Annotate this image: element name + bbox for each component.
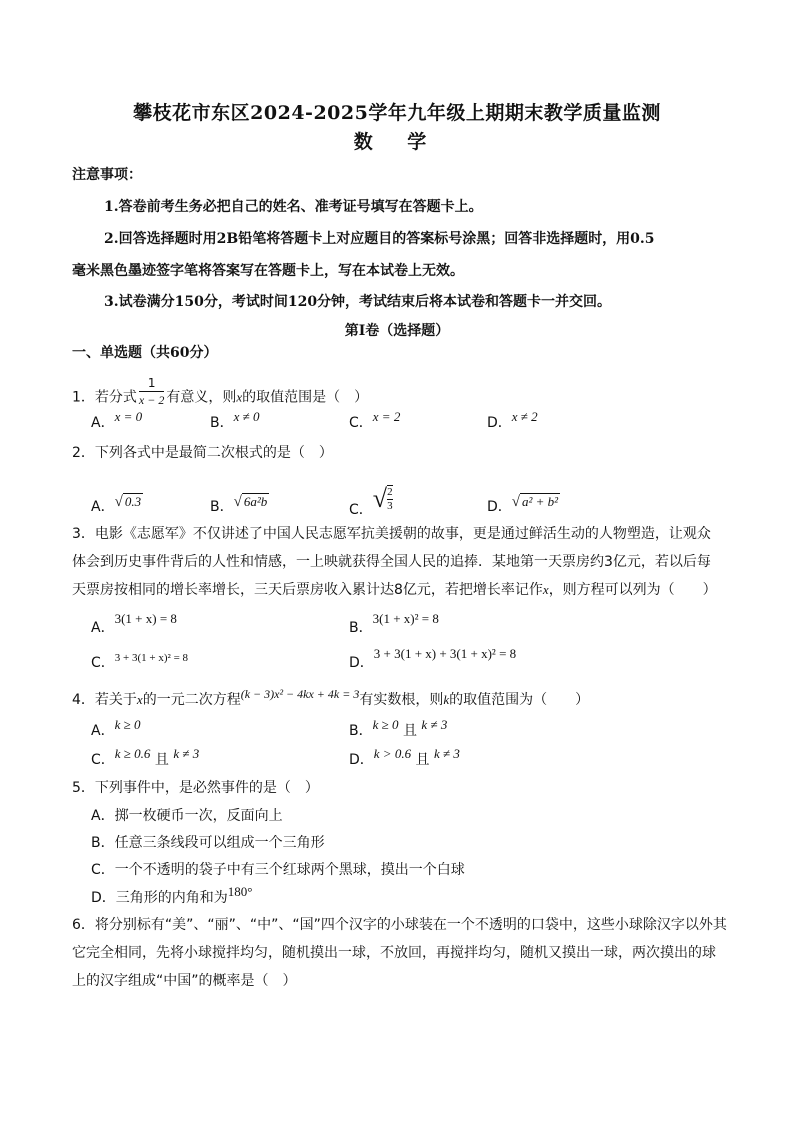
- question-1-option-b: [210, 409, 260, 433]
- option-label: A．: [91, 620, 115, 636]
- question-6-line-2: 它完全相同，先将小球搅拌均匀，随机摸出一球，不放回，再搅拌均匀，随机又摸出一球，两次摸出的球: [72, 945, 716, 961]
- option-label: B．: [210, 415, 234, 431]
- option-value: 3(1 + x) = 8: [114, 611, 177, 626]
- fraction-denominator: x − 2: [138, 393, 165, 407]
- question-4-variable-x: x: [136, 692, 143, 707]
- option-label: D．: [349, 752, 374, 768]
- radical-denominator: 3: [387, 500, 393, 512]
- question-4-text: 的一元二次方程: [142, 692, 241, 708]
- question-3-option-d: [349, 646, 517, 673]
- section-heading: 一、单选题（共60分）: [72, 345, 218, 361]
- option-value: x = 2: [372, 409, 401, 424]
- question-1-fraction: [139, 375, 164, 408]
- radicand: 6a²b: [243, 494, 268, 509]
- question-4-equation: (k − 3)x² − 4kx + 4k = 3: [240, 687, 360, 701]
- question-2-option-c: [349, 484, 393, 525]
- radicand: a² + b²: [522, 494, 559, 509]
- question-4-option-d: [349, 746, 460, 770]
- question-5-option-b: B．任意三条线段可以组成一个三角形: [91, 835, 325, 851]
- radical-expression: √ 6a²b: [233, 494, 268, 510]
- question-6-line-3: 上的汉字组成“中国”的概率是（ ）: [72, 973, 297, 989]
- question-1-option-d: [487, 409, 538, 433]
- question-3-line-1: 3．电影《志愿军》不仅讲述了中国人民志愿军抗美援朝的故事，更是通过鲜活生动的人物塑造，让观众: [72, 526, 711, 542]
- option-joiner: 且: [415, 752, 430, 768]
- option-label: C．: [91, 752, 115, 768]
- question-2-option-b: [210, 494, 269, 517]
- question-4-ending: 的取值范围为（ ）: [449, 692, 590, 708]
- option-text: D．三角形的内角和为: [91, 890, 228, 906]
- notice-item-3: 3.试卷满分150分，考试时间120分钟，考试结束后将本试卷和答题卡一并交回。: [104, 294, 612, 310]
- question-2-option-a: [91, 494, 143, 517]
- radical-fraction: √ $\frac{2}{3}$: [372, 484, 393, 513]
- question-6-line-1: 6．将分别标有“美”、“丽”、“中”、“国”四个汉字的小球装在一个不透明的口袋中，这些小球除汉字以外其: [72, 917, 727, 933]
- question-1-text: 有意义，则: [166, 389, 237, 406]
- fraction-numerator: 1: [139, 375, 164, 392]
- option-label: B．: [349, 723, 373, 739]
- notice-item-2-line-1: 2.回答选择题时用2B铅笔将答题卡上对应题目的答案标号涂黑；回答非选择题时，用0.5: [104, 231, 655, 247]
- option-label: C．: [349, 415, 373, 431]
- question-3-line-3-ending: ，则方程可以列为（ ）: [548, 582, 717, 598]
- question-1-option-c: [349, 409, 401, 433]
- option-value: k ≥ 0: [114, 717, 141, 732]
- question-4-prefix: 4．若关于: [72, 692, 137, 708]
- notice-item-2-line-2: 毫米黑色墨迹签字笔将答案写在答题卡上，写在本试卷上无效。: [72, 263, 464, 279]
- question-5-option-d: [91, 884, 253, 908]
- radical-numerator: 2: [387, 486, 393, 498]
- question-3-option-b: [349, 611, 439, 638]
- question-1-prefix: 1．若分式: [72, 389, 137, 406]
- question-4-option-a: [91, 717, 141, 741]
- option-label: D．: [349, 655, 374, 671]
- question-1-option-a: [91, 409, 143, 433]
- option-label: D．: [487, 499, 512, 515]
- option-label: B．: [210, 499, 234, 515]
- option-joiner: 且: [402, 723, 417, 739]
- option-label: A．: [91, 499, 115, 515]
- subject-title: 数 学: [353, 131, 441, 153]
- question-3-variable: x: [542, 582, 549, 597]
- question-4-option-b: [349, 717, 448, 741]
- question-5-option-a: A．掷一枚硬币一次，反面向上: [91, 808, 283, 824]
- option-label: A．: [91, 723, 115, 739]
- exam-title: 攀枝花市东区2024-2025学年九年级上期期末教学质量监测: [133, 102, 661, 124]
- option-value: 3 + 3(1 + x) + 3(1 + x)² = 8: [373, 646, 517, 661]
- option-value-2: k ≠ 3: [173, 746, 200, 761]
- question-4-stem: [72, 687, 590, 710]
- question-3-line-3-text: 天票房按相同的增长率增长，三天后票房收入累计达8亿元，若把增长率记作: [72, 582, 543, 598]
- option-value: k > 0.6: [373, 746, 412, 761]
- question-3-line-3: [72, 580, 717, 600]
- option-label: C．: [91, 655, 115, 671]
- question-4-text-2: 有实数根，则: [359, 692, 444, 708]
- option-value: x = 0: [114, 409, 143, 424]
- notice-item-1: 1.答卷前考生务必把自己的姓名、准考证号填写在答题卡上。: [104, 199, 483, 215]
- option-math: 180°: [227, 884, 253, 899]
- question-3-option-a: [91, 611, 177, 638]
- option-value: 3 + 3(1 + x)² = 8: [114, 652, 189, 664]
- radical-expression: √ 0.3: [114, 494, 142, 510]
- question-2-stem: 2．下列各式中是最简二次根式的是（ ）: [72, 445, 333, 461]
- question-4-variable-k: k: [443, 692, 450, 707]
- question-5-stem: 5．下列事件中，是必然事件的是（ ）: [72, 780, 319, 796]
- question-1-ending: 的取值范围是（ ）: [242, 389, 369, 406]
- option-label: A．: [91, 415, 115, 431]
- option-value: k ≥ 0.6: [114, 746, 151, 761]
- option-value: x ≠ 2: [511, 409, 538, 424]
- radical-expression: √ a² + b²: [511, 494, 559, 510]
- option-joiner: 且: [154, 752, 169, 768]
- option-label: B．: [349, 620, 373, 636]
- question-1-variable: x: [236, 389, 243, 405]
- question-5-option-c: C．一个不透明的袋子中有三个红球两个黑球，摸出一个白球: [91, 862, 465, 878]
- option-value: x ≠ 0: [233, 409, 260, 424]
- radicand: 0.3: [124, 494, 142, 509]
- option-value: k ≥ 0: [372, 717, 399, 732]
- option-label: C．: [349, 502, 373, 519]
- question-2-option-d: [487, 494, 560, 517]
- question-3-line-2: 体会到历史事件背后的人性和情感，一上映就获得全国人民的追捧．某地第一天票房约3亿元，若以后每: [72, 554, 711, 570]
- question-3-option-c: [91, 653, 188, 674]
- option-label: D．: [487, 415, 512, 431]
- part-title: 第Ⅰ卷（选择题）: [344, 323, 450, 339]
- notice-heading: 注意事项：: [72, 167, 142, 183]
- option-value: 3(1 + x)² = 8: [372, 611, 439, 626]
- option-value-2: k ≠ 3: [421, 717, 448, 732]
- option-value-2: k ≠ 3: [433, 746, 460, 761]
- question-4-option-c: [91, 746, 200, 770]
